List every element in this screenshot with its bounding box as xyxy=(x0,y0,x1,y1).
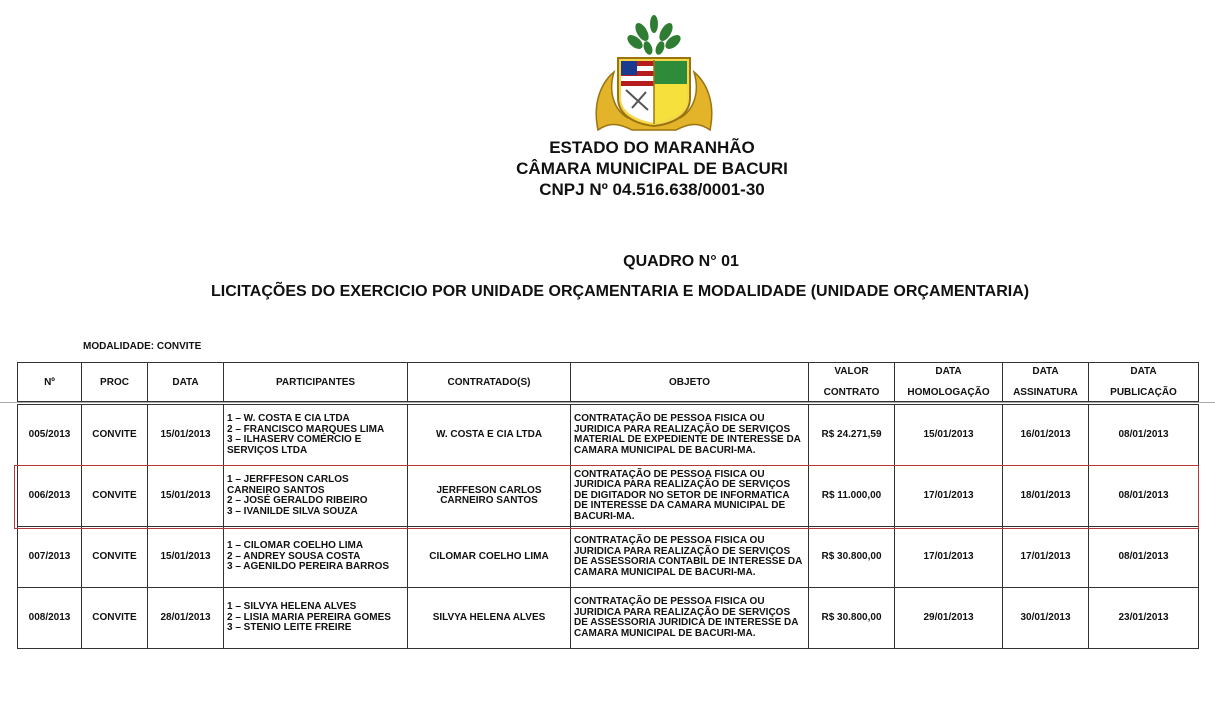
col-objeto: OBJETO xyxy=(571,363,809,402)
participante-2: 2 – JOSÉ GERALDO RIBEIRO xyxy=(227,495,368,506)
row-selection-highlight xyxy=(14,465,1199,529)
quadro-subtitle: LICITAÇÕES DO EXERCICIO POR UNIDADE ORÇAMENTARIA E MODALIDADE (UNIDADE ORÇAMENTARIA) xyxy=(211,283,1030,300)
col-publicacao xyxy=(1089,363,1199,402)
cell-data: 15/01/2013 xyxy=(148,405,224,466)
cell-valor: R$ 30.800,00 xyxy=(809,527,895,588)
col-num: Nº xyxy=(18,363,82,402)
cell-homologacao: 17/01/2013 xyxy=(895,527,1003,588)
cell-valor: R$ 11.000,00 xyxy=(809,466,895,527)
table-row[interactable] xyxy=(18,527,1199,588)
cell-contratado: SILVYA HELENA ALVES xyxy=(408,588,571,649)
cell-contratado: CILOMAR COELHO LIMA xyxy=(408,527,571,588)
cell-assinatura: 18/01/2013 xyxy=(1003,466,1089,527)
cell-publicacao: 08/01/2013 xyxy=(1089,405,1199,466)
cell-data: 15/01/2013 xyxy=(148,527,224,588)
col-homologacao xyxy=(895,363,1003,402)
cell-data: 15/01/2013 xyxy=(148,466,224,527)
cell-proc: CONVITE xyxy=(82,588,148,649)
cell-objeto: CONTRATAÇÃO DE PESSOA FISICA OU JURIDICA PARA REALIZAÇÃO DE SERVIÇOS MATERIAL DE EXPEDIENTE DE INTERESSE DA CAMARA MUNICIPAL DE BACURI-MA. xyxy=(571,405,809,466)
col-proc: PROC xyxy=(82,363,148,402)
participante-3: 3 – STENIO LEITE FREIRE xyxy=(227,622,352,634)
cell-assinatura: 16/01/2013 xyxy=(1003,405,1089,466)
header-separator xyxy=(0,402,1215,403)
cell-num: 007/2013 xyxy=(18,527,82,588)
cell-assinatura: 30/01/2013 xyxy=(1003,588,1089,649)
col-assin-top: DATA xyxy=(1032,366,1059,377)
cell-proc: CONVITE xyxy=(82,466,148,527)
modalidade-label: MODALIDADE: CONVITE xyxy=(83,341,202,352)
cell-homologacao: 29/01/2013 xyxy=(895,588,1003,649)
table-header xyxy=(17,362,1199,402)
cell-participantes xyxy=(224,405,408,466)
quadro-title: QUADRO N° 01 xyxy=(623,253,739,270)
coat-of-arms-emblem xyxy=(588,12,720,140)
cell-contratado: W. COSTA E CIA LTDA xyxy=(408,405,571,466)
participante-2: 2 – LISIA MARIA PEREIRA GOMES xyxy=(227,611,391,623)
cell-valor: R$ 30.800,00 xyxy=(809,588,895,649)
table-row[interactable] xyxy=(18,405,1199,466)
col-data: DATA xyxy=(148,363,224,402)
participante-3: 3 – IVANILDE SILVA SOUZA xyxy=(227,505,358,517)
col-homolog-bottom: HOMOLOGAÇÃO xyxy=(907,387,990,398)
table-row[interactable] xyxy=(18,588,1199,649)
col-contratado: CONTRATADO(S) xyxy=(408,363,571,402)
cell-objeto: CONTRATAÇÃO DE PESSOA FISICA OU JURIDICA PARA REALIZAÇÃO DE SERVIÇOS DE DIGITADOR NO SETOR DE INFORMATICA DE INTERESSE DA CAMARA MUNICIPAL DE BACURI-MA. xyxy=(571,466,809,527)
cell-objeto: CONTRATAÇÃO DE PESSOA FISICA OU JURIDICA PARA REALIZAÇÃO DE SERVIÇOS DE ASSESSORIA JURIDICA DE INTERESSE DA CAMARA MUNICIPAL DE BACURI-MA. xyxy=(571,588,809,649)
col-valor xyxy=(809,363,895,402)
cell-publicacao: 23/01/2013 xyxy=(1089,588,1199,649)
cell-publicacao: 08/01/2013 xyxy=(1089,527,1199,588)
header-state: ESTADO DO MARANHÃO xyxy=(549,138,755,157)
cell-participantes xyxy=(224,527,408,588)
participante-1: 1 – JERFFESON CARLOS CARNEIRO SANTOS xyxy=(227,474,349,496)
participante-1: 1 – SILVYA HELENA ALVES xyxy=(227,601,357,613)
participante-1: 1 – W. COSTA E CIA LTDA xyxy=(227,413,350,424)
col-participantes: PARTICIPANTES xyxy=(224,363,408,402)
header-chamber: CÂMARA MUNICIPAL DE BACURI xyxy=(516,159,788,178)
cell-valor: R$ 24.271,59 xyxy=(809,405,895,466)
cell-contratado: JERFFESON CARLOS CARNEIRO SANTOS xyxy=(408,466,571,527)
col-valor-bottom: CONTRATO xyxy=(823,387,880,398)
participante-2: 2 – FRANCISCO MARQUES LIMA xyxy=(227,423,385,435)
cell-participantes xyxy=(224,588,408,649)
col-assinatura xyxy=(1003,363,1089,402)
cell-proc: CONVITE xyxy=(82,405,148,466)
col-homolog-top: DATA xyxy=(935,366,962,377)
cell-data: 28/01/2013 xyxy=(148,588,224,649)
cell-objeto: CONTRATAÇÃO DE PESSOA FISICA OU JURIDICA PARA REALIZAÇÃO DE SERVIÇOS DE ASSESSORIA CONTABIL DE INTERESSE DA CAMARA MUNICIPAL DE BACURI-MA. xyxy=(571,527,809,588)
participante-1: 1 – CILOMAR COELHO LIMA xyxy=(227,540,364,552)
cell-num: 008/2013 xyxy=(18,588,82,649)
col-pub-top: DATA xyxy=(1130,366,1157,377)
cell-publicacao: 08/01/2013 xyxy=(1089,466,1199,527)
cell-assinatura: 17/01/2013 xyxy=(1003,527,1089,588)
participante-2: 2 – ANDREY SOUSA COSTA xyxy=(227,550,361,562)
cell-proc: CONVITE xyxy=(82,527,148,588)
col-pub-bottom: PUBLICAÇÃO xyxy=(1110,387,1177,398)
participante-3: 3 – ILHASERV COMÉRCIO E SERVIÇOS LTDA xyxy=(227,434,362,456)
header-cnpj: CNPJ Nº 04.516.638/0001-30 xyxy=(539,180,765,199)
col-valor-top: VALOR xyxy=(834,366,869,377)
col-assin-bottom: ASSINATURA xyxy=(1013,387,1078,398)
cell-homologacao: 15/01/2013 xyxy=(895,405,1003,466)
cell-num: 005/2013 xyxy=(18,405,82,466)
cell-homologacao: 17/01/2013 xyxy=(895,466,1003,527)
cell-num: 006/2013 xyxy=(18,466,82,527)
participante-3: 3 – AGENILDO PEREIRA BARROS xyxy=(227,561,390,573)
